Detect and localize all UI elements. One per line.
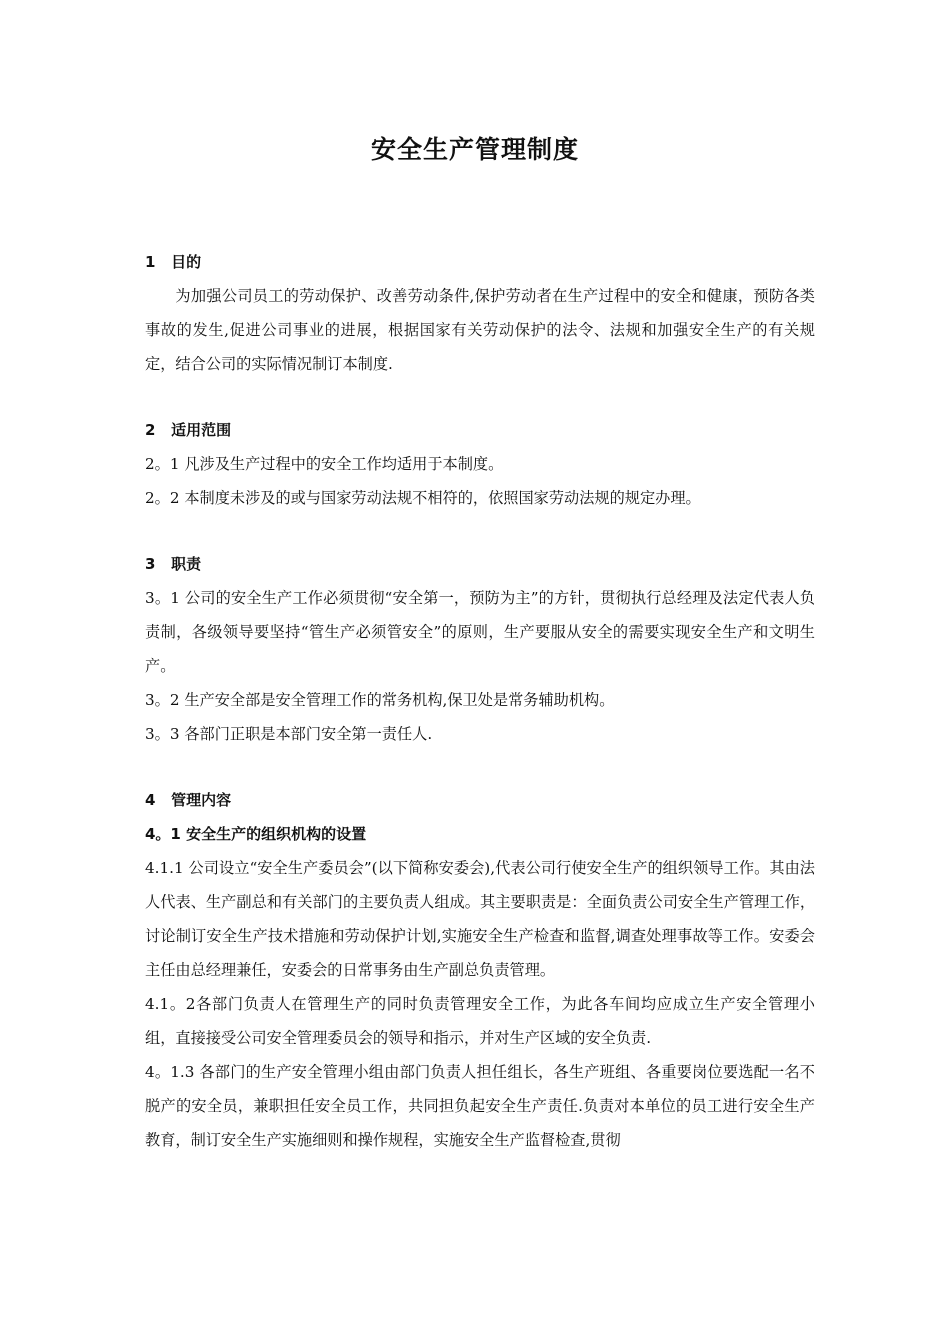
section-spacer	[145, 515, 815, 547]
section-3-heading: 3 职责	[145, 555, 202, 573]
section-4-1-1-paragraph: 4.1.1 公司设立“安全生产委员会”(以下简称安委会),代表公司行使安全生产的组织领导工作。其由法人代表、生产副总和有关部门的主要负责人组成。其主要职责是：全面负责公司安全生产管理工作，讨论制订安全生产技术措施和劳动保护计划,实施安全生产检查和监督,调查处理事故等工作。安委会主任由总经理兼任，安委会的日常事务由生产副总负责管理。	[145, 859, 815, 979]
section-1-paragraph: 为加强公司员工的劳动保护、改善劳动条件,保护劳动者在生产过程中的安全和健康，预防各类事故的发生,促进公司事业的进展，根据国家有关劳动保护的法令、法规和加强安全生产的有关规定，结合公司的实际情况制订本制度.	[145, 287, 815, 373]
section-4-1-2-paragraph: 4.1。2各部门负责人在管理生产的同时负责管理安全工作，为此各车间均应成立生产安全管理小组，直接接受公司安全管理委员会的领导和指示，并对生产区域的安全负责.	[145, 995, 815, 1047]
section-2-2-paragraph: 2。2 本制度未涉及的或与国家劳动法规不相符的，依照国家劳动法规的规定办理。	[145, 489, 701, 507]
section-1-heading: 1 目的	[145, 253, 202, 271]
section-4-heading: 4 管理内容	[145, 791, 232, 809]
section-4-1-3-paragraph: 4。1.3 各部门的生产安全管理小组由部门负责人担任组长，各生产班组、各重要岗位要选配一名不脱产的安全员，兼职担任安全员工作，共同担负起安全生产责任.负责对本单位的员工进行安全生产教育，制订安全生产实施细则和操作规程，实施安全生产监督检查,贯彻	[145, 1063, 815, 1149]
document-title: 安全生产管理制度	[370, 135, 579, 164]
section-spacer	[145, 751, 815, 783]
section-spacer	[145, 381, 815, 413]
section-3-1-paragraph: 3。1 公司的安全生产工作必须贯彻“安全第一，预防为主”的方针，贯彻执行总经理及法定代表人负责制，各级领导要坚持“管生产必须管安全”的原则，生产要服从安全的需要实现安全生产和文明生产。	[145, 589, 815, 675]
section-2-heading: 2 适用范围	[145, 421, 232, 439]
document-body	[145, 245, 815, 1157]
section-2-1-paragraph: 2。1 凡涉及生产过程中的安全工作均适用于本制度。	[145, 455, 504, 473]
section-3-3-paragraph: 3。3 各部门正职是本部门安全第一责任人.	[145, 725, 433, 743]
section-3-2-paragraph: 3。2 生产安全部是安全管理工作的常务机构,保卫处是常务辅助机构。	[145, 691, 615, 709]
section-4-1-subheading: 4。1 安全生产的组织机构的设置	[145, 825, 367, 843]
